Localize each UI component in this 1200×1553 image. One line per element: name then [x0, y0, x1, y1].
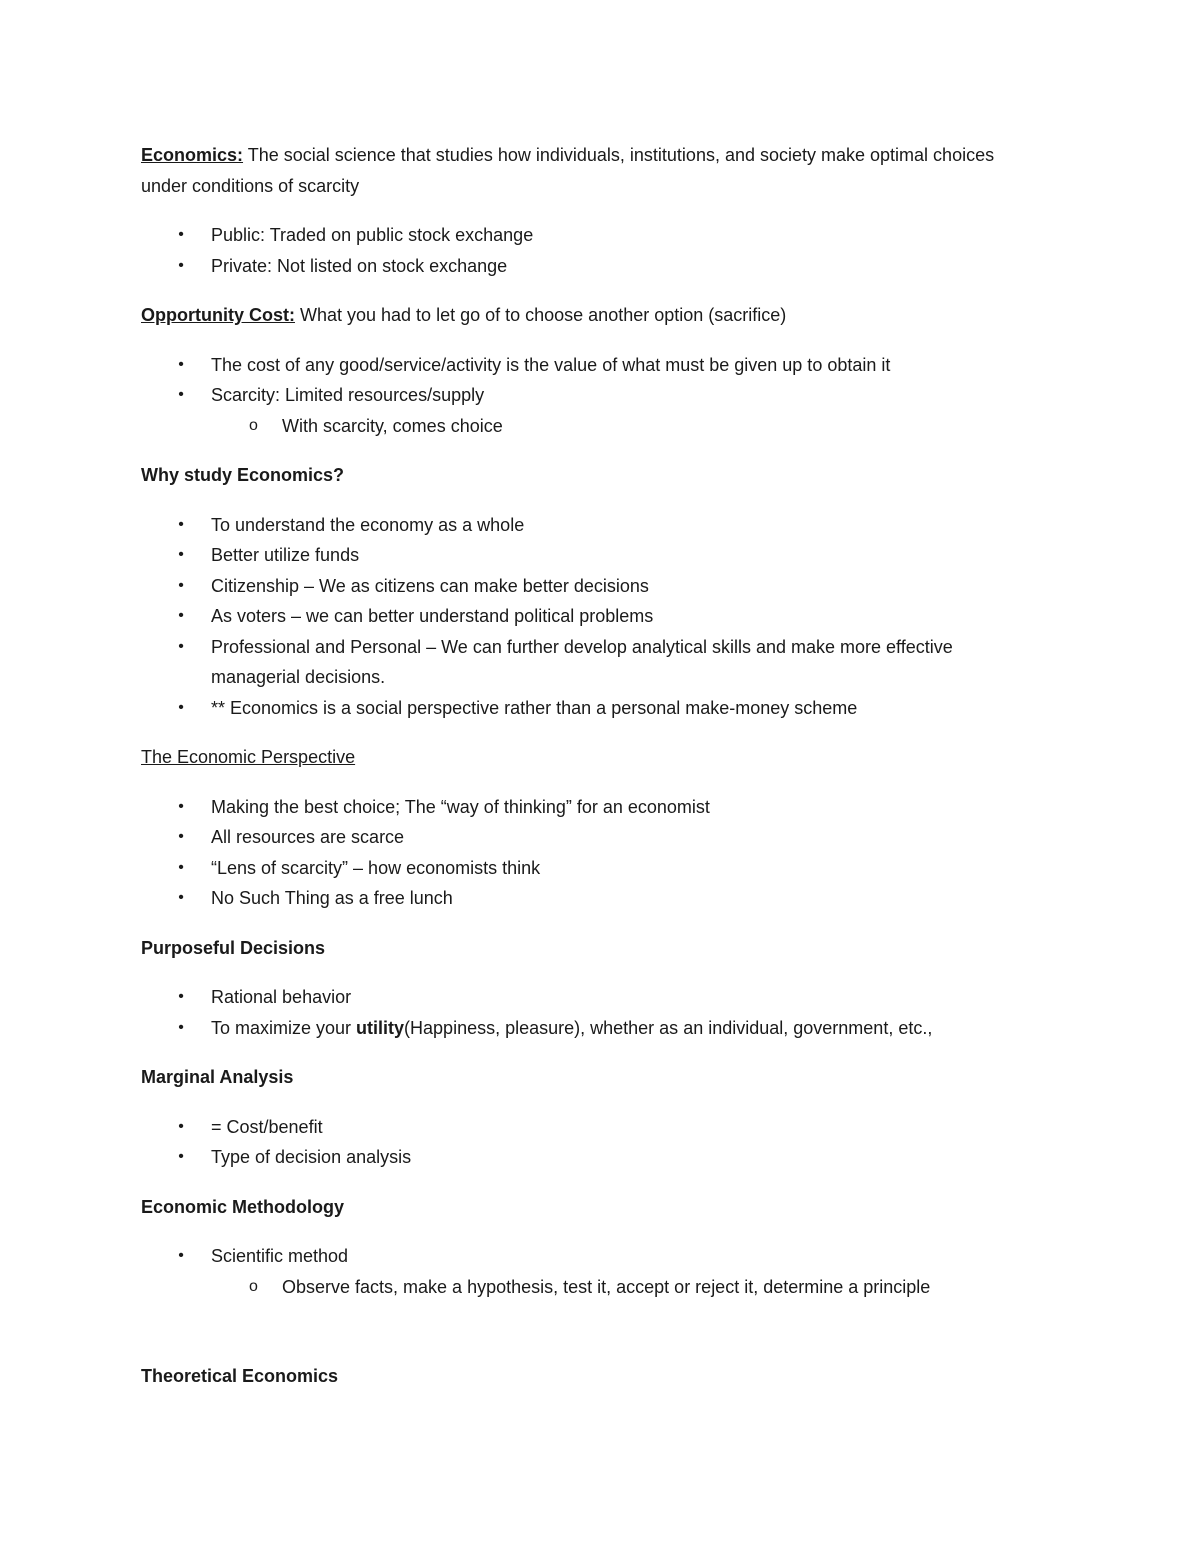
- list-item: • Scarcity: Limited resources/supply o With scarcity, comes choice: [141, 380, 1041, 441]
- list-item: • To understand the economy as a whole: [141, 510, 1041, 541]
- heading-purposeful-decisions: Purposeful Decisions: [141, 937, 326, 958]
- heading-marginal-analysis: Marginal Analysis: [141, 1067, 294, 1087]
- opportunity-cost-definition: [141, 300, 1041, 331]
- marginal-analysis-list: [141, 1112, 1041, 1173]
- list-item: • Private: Not listed on stock exchange: [141, 251, 1041, 282]
- bullet-icon: •: [178, 576, 184, 594]
- list-item: • Professional and Personal – We can further develop analytical skills and make more effective managerial decisions.: [141, 632, 1041, 693]
- bullet-icon: •: [178, 1247, 184, 1264]
- definition-opportunity-cost: What you had to let go of to choose another option (sacrifice): [294, 305, 787, 325]
- why-study-list: [141, 510, 1041, 724]
- list-item: • To maximize your utility(Happiness, pleasure), whether as an individual, government, etc.,: [141, 1013, 1041, 1044]
- sub-list-item: o With scarcity, comes choice: [211, 411, 1041, 442]
- sub-list: [211, 411, 1041, 442]
- utility-term: utility: [356, 1017, 405, 1038]
- heading-theoretical-economics: Theoretical Economics: [141, 1366, 339, 1386]
- economic-methodology-list: [141, 1241, 1041, 1302]
- term-opportunity-cost: Opportunity Cost:: [141, 305, 295, 325]
- bullet-icon: •: [178, 828, 184, 845]
- heading-why-study: Why study Economics?: [141, 465, 345, 485]
- term-economics: Economics:: [141, 145, 244, 165]
- opportunity-cost-list: [141, 350, 1041, 442]
- list-item: • Better utilize funds: [141, 540, 1041, 571]
- list-item: • Scientific method o Observe facts, make a hypothesis, test it, accept or reject it, determine a principle: [141, 1241, 1041, 1302]
- sub-bullet-icon: o: [249, 416, 258, 434]
- spacer: [141, 1321, 1041, 1361]
- heading-economic-perspective: The Economic Perspective: [141, 747, 356, 767]
- economic-perspective-list: [141, 792, 1041, 914]
- bullet-icon: •: [178, 386, 184, 403]
- list-item: • Public: Traded on public stock exchange: [141, 220, 1041, 251]
- list-item: • ** Economics is a social perspective rather than a personal make-money scheme: [141, 693, 1041, 724]
- bullet-icon: •: [178, 988, 184, 1005]
- bullet-icon: •: [178, 1018, 184, 1036]
- list-item: • Rational behavior: [141, 982, 1041, 1013]
- bullet-icon: •: [178, 226, 184, 243]
- document-page: [141, 140, 1041, 1411]
- bullet-icon: •: [178, 607, 184, 624]
- economics-list: [141, 220, 1041, 281]
- list-item: • As voters – we can better understand political problems: [141, 601, 1041, 632]
- heading-economic-methodology: Economic Methodology: [141, 1196, 345, 1217]
- definition-economics: The social science that studies how individuals, institutions, and society make optimal choices under conditions of scarcity: [141, 145, 995, 196]
- bullet-icon: •: [178, 858, 184, 876]
- bullet-icon: •: [178, 698, 184, 716]
- list-item: • “Lens of scarcity” – how economists think: [141, 853, 1041, 884]
- bullet-icon: •: [178, 355, 184, 373]
- list-item: • Citizenship – We as citizens can make better decisions: [141, 571, 1041, 602]
- bullet-icon: •: [178, 889, 184, 906]
- bullet-icon: •: [178, 256, 184, 274]
- sub-bullet-icon: o: [249, 1277, 258, 1295]
- list-item: • Making the best choice; The “way of thinking” for an economist: [141, 792, 1041, 823]
- bullet-icon: •: [178, 1148, 184, 1165]
- economics-definition: [141, 140, 1041, 201]
- purposeful-decisions-list: [141, 982, 1041, 1043]
- list-item: • No Such Thing as a free lunch: [141, 883, 1041, 914]
- list-item: • All resources are scarce: [141, 822, 1041, 853]
- bullet-icon: •: [178, 797, 184, 815]
- bullet-icon: •: [178, 637, 184, 655]
- list-item: • Type of decision analysis: [141, 1142, 1041, 1173]
- list-item: • The cost of any good/service/activity is the value of what must be given up to obtain it: [141, 350, 1041, 381]
- bullet-icon: •: [178, 515, 184, 533]
- list-item: • = Cost/benefit: [141, 1112, 1041, 1143]
- bullet-icon: •: [178, 1117, 184, 1135]
- sub-list-item: o Observe facts, make a hypothesis, test it, accept or reject it, determine a principle: [211, 1272, 1041, 1303]
- bullet-icon: •: [178, 546, 184, 563]
- sub-list: [211, 1272, 1041, 1303]
